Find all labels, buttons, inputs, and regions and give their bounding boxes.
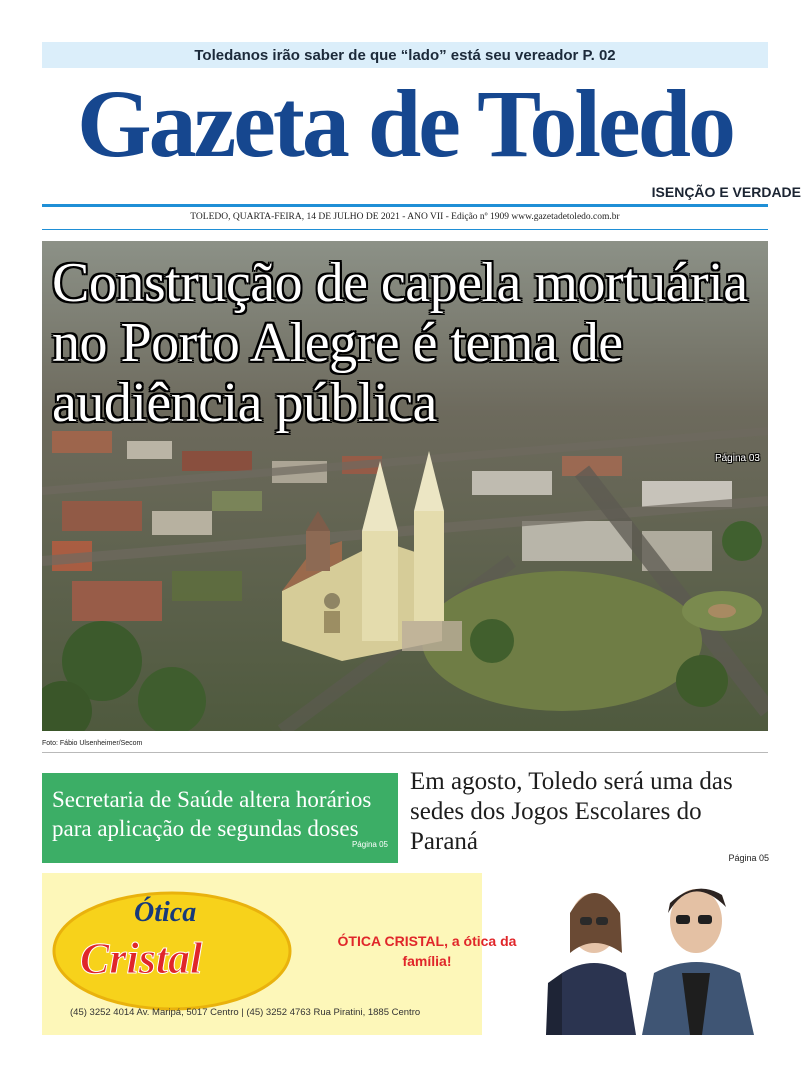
health-page-ref: Página 05 bbox=[351, 840, 388, 849]
lead-page-ref: Página 03 bbox=[714, 453, 760, 464]
photo-credit: Foto: Fábio Ulsenheimer/Secom bbox=[42, 740, 143, 747]
logo-word-cristal: Cristal bbox=[80, 934, 203, 983]
lead-headline: Construção de capela mortuária no Porto Alegre é tema de audiência pública bbox=[52, 252, 748, 434]
games-headline[interactable]: Em agosto, Toledo será uma das sedes dos Jogos Escolares do Paraná bbox=[410, 768, 733, 855]
health-story-box[interactable] bbox=[42, 773, 398, 863]
otica-cristal-ad[interactable] bbox=[42, 873, 768, 1035]
logo-word-otica: Ótica bbox=[134, 897, 197, 928]
dateline: TOLEDO, QUARTA-FEIRA, 14 DE JULHO DE 2021 - ANO VII - Edição nº 1909 www.gazetadetoledo.com.br bbox=[190, 212, 620, 222]
ad-contact: (45) 3252 4014 Av. Maripá, 5017 Centro | (45) 3252 4763 Rua Piratini, 1885 Centro bbox=[70, 1007, 421, 1018]
woman-model-figure bbox=[546, 893, 636, 1035]
masthead-slogan: ISENÇÃO E VERDADE bbox=[651, 184, 801, 200]
ad-tagline: ÓTICA CRISTAL, a ótica da família! bbox=[337, 933, 517, 969]
dateline-rule bbox=[42, 229, 768, 230]
masthead-rule bbox=[42, 204, 768, 207]
games-page-ref: Página 05 bbox=[728, 853, 769, 863]
newspaper-name: Gazeta de Toledo bbox=[76, 70, 733, 177]
masthead bbox=[42, 70, 768, 190]
section-divider bbox=[42, 752, 768, 753]
man-model-figure bbox=[642, 889, 754, 1035]
teaser-text: Toledanos irão saber de que “lado” está seu vereador P. 02 bbox=[194, 46, 616, 64]
lead-story[interactable] bbox=[42, 241, 768, 731]
health-headline: Secretaria de Saúde altera horários para aplicação de segundas doses bbox=[52, 787, 372, 841]
